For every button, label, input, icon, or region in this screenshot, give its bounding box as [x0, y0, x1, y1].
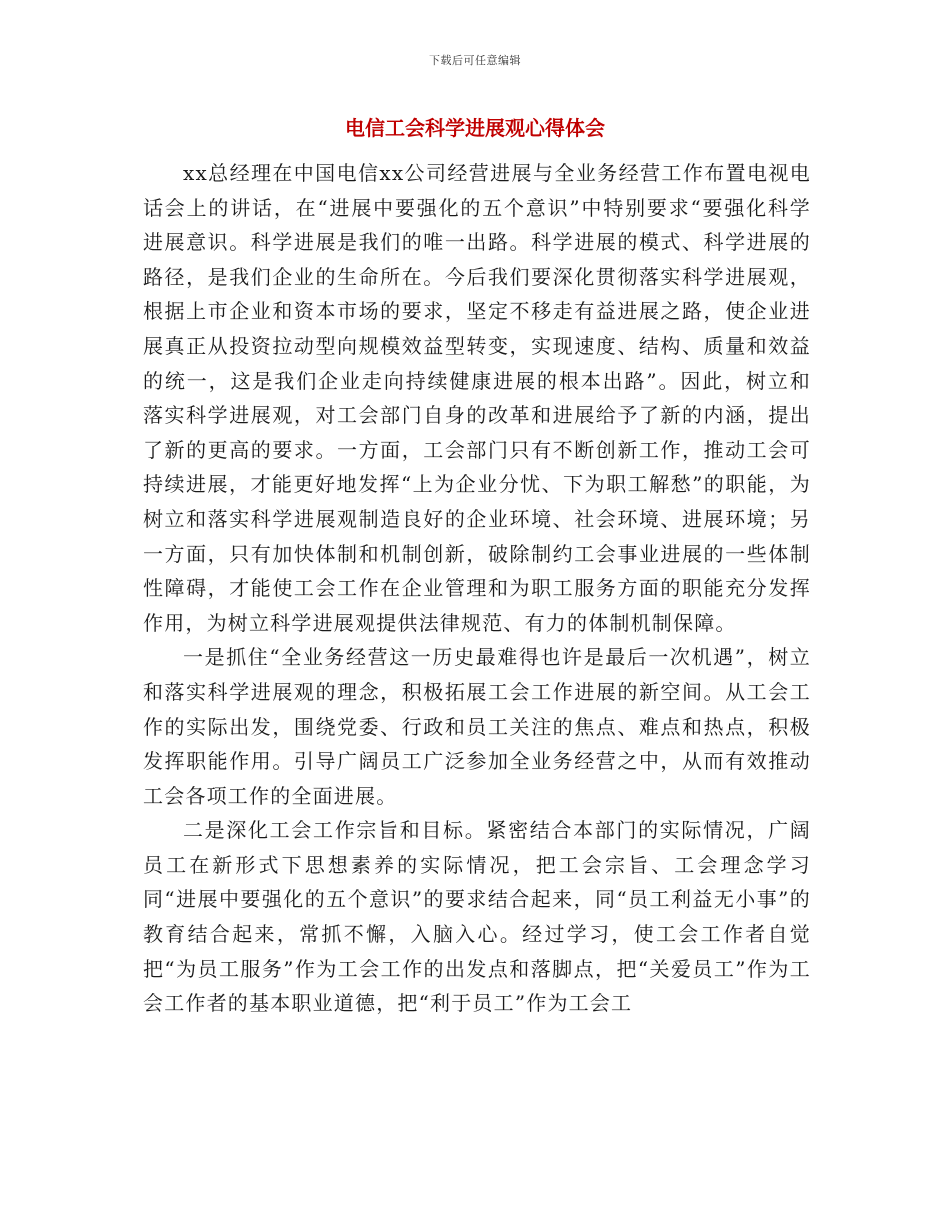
paragraph-2: 一是抓住“全业务经营这一历史最难得也许是最后一次机遇”，树立和落实科学进展观的理念，积极拓展工会工作进展的新空间。从工会工作的实际出发，围绕党委、行政和员工关注的焦点、难点和热点，积极发挥职能作用。引导广阔员工广泛参加全业务经营之中，从而有效推动工会各项工作的全面进展。 — [143, 645, 811, 808]
page-header: 下载后可任意编辑 — [429, 54, 521, 67]
paragraph-1: xx总经理在中国电信xx公司经营进展与全业务经营工作布置电视电话会上的讲话，在“进展中要强化的五个意识”中特别要求“要强化科学进展意识。科学进展是我们的唯一出路。科学进展的模式、科学进展的路径，是我们企业的生命所在。今后我们要深化贯彻落实科学进展观，根据上市企业和资本市场的要求，坚定不移走有益进展之路，使企业进展真正从投资拉动型向规模效益型转变，实现速度、结构、质量和效益的统一，这是我们企业走向持续健康进展的根本出路”。因此，树立和落实科学进展观，对工会部门自身的改革和进展给予了新的内涵，提出了新的更高的要求。一方面，工会部门只有不断创新工作，推动工会可持续进展，才能更好地发挥“上为企业分忧、下为职工解愁”的职能，为树立和落实科学进展观制造良好的企业环境、社会环境、进展环境；另一方面，只有加快体制和机制创新，破除制约工会事业进展的一些体制性障碍，才能使工会工作在企业管理和为职工服务方面的职能充分发挥作用，为树立科学进展观提供法律规范、有力的体制机制保障。 — [143, 161, 811, 635]
paragraph-3: 二是深化工会工作宗旨和目标。紧密结合本部门的实际情况，广阔员工在新形式下思想素养的实际情况，把工会宗旨、工会理念学习同“进展中要强化的五个意识”的要求结合起来，同“员工利益无小事”的教育结合起来，常抓不懈，入脑入心。经过学习，使工会工作者自觉把“为员工服务”作为工会工作的出发点和落脚点，把“关爱员工”作为工会工作者的基本职业道德，把“利于员工”作为工会工 — [143, 818, 811, 1016]
document-body — [143, 156, 811, 1021]
document-title: 电信工会科学进展观心得体会 — [345, 116, 605, 140]
